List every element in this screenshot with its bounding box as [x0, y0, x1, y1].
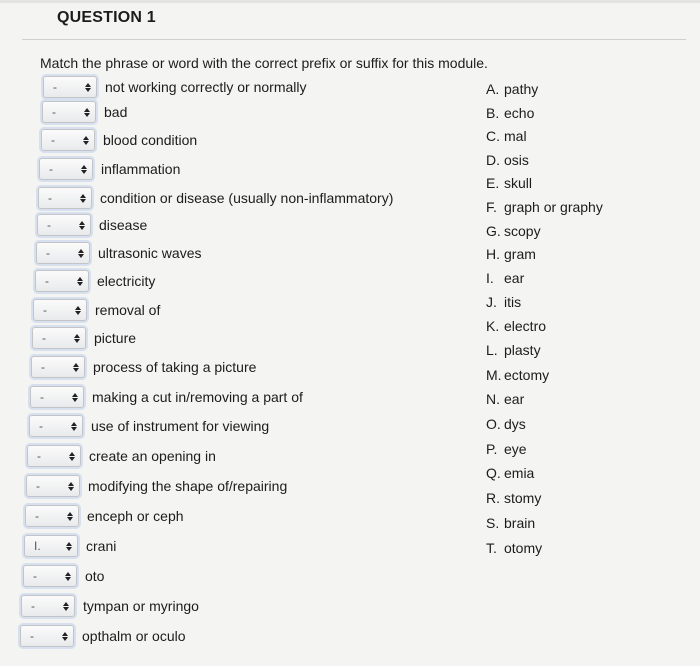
- answer-select[interactable]: [32, 327, 86, 349]
- updown-arrows-icon: [73, 363, 79, 372]
- choice-text: otomy: [504, 540, 543, 556]
- match-row: [21, 594, 199, 618]
- choice-item: [486, 441, 527, 457]
- choice-text: osis: [504, 152, 529, 168]
- choice-letter: L.: [486, 342, 498, 358]
- choice-letter: R.: [486, 490, 500, 506]
- answer-select-value: -: [39, 419, 43, 433]
- choice-letter: T.: [486, 540, 497, 556]
- match-row: [33, 298, 160, 322]
- answer-select[interactable]: [36, 242, 90, 264]
- match-phrase: use of instrument for viewing: [91, 418, 270, 434]
- match-row: [27, 444, 216, 468]
- choice-item: [486, 416, 526, 432]
- answer-select-value: -: [43, 303, 47, 317]
- answer-select[interactable]: [38, 187, 92, 209]
- choice-letter: N.: [486, 391, 500, 407]
- choice-item: [486, 128, 527, 144]
- choice-item: [486, 152, 529, 168]
- choice-item: [486, 342, 541, 358]
- match-row: [25, 504, 184, 528]
- answer-select-value: -: [37, 449, 41, 463]
- match-phrase: disease: [99, 217, 148, 233]
- choice-item: [486, 515, 535, 531]
- choice-item: [486, 223, 541, 239]
- match-row: [39, 157, 180, 181]
- answer-select[interactable]: [25, 505, 79, 527]
- updown-arrows-icon: [66, 542, 72, 551]
- match-row: [36, 241, 202, 265]
- match-row: [42, 100, 127, 124]
- choice-letter: E.: [486, 175, 500, 191]
- match-row: [30, 385, 303, 409]
- choice-letter: F.: [486, 199, 497, 215]
- match-row: [26, 474, 287, 498]
- answer-select[interactable]: [20, 625, 74, 647]
- choice-text: dys: [504, 416, 526, 432]
- answer-select-value: -: [46, 246, 50, 260]
- choice-text: itis: [504, 294, 522, 310]
- answer-select[interactable]: [33, 299, 87, 321]
- match-phrase: enceph or ceph: [87, 508, 184, 524]
- choice-letter: B.: [486, 105, 500, 121]
- match-phrase: electricity: [97, 273, 156, 289]
- updown-arrows-icon: [80, 194, 86, 203]
- match-row: [31, 355, 256, 379]
- match-row: [43, 75, 307, 99]
- match-phrase: modifying the shape of/repairing: [88, 478, 288, 494]
- question-instructions: Match the phrase or word with the correct prefix or suffix for this module.: [40, 55, 488, 71]
- choice-letter: I.: [486, 270, 494, 286]
- answer-select-value: -: [49, 162, 53, 176]
- choice-item: [486, 199, 603, 215]
- updown-arrows-icon: [65, 572, 71, 581]
- choice-item: [486, 367, 549, 383]
- choice-text: ear: [504, 391, 525, 407]
- updown-arrows-icon: [83, 136, 89, 145]
- choice-item: [486, 175, 532, 191]
- answer-select-value: -: [42, 331, 46, 345]
- answer-select-value: -: [41, 360, 45, 374]
- choice-item: [486, 391, 524, 407]
- choice-letter: P.: [486, 441, 498, 457]
- choice-text: stomy: [504, 490, 542, 506]
- choice-text: emia: [504, 465, 535, 481]
- answer-select[interactable]: [29, 415, 83, 437]
- updown-arrows-icon: [75, 306, 81, 315]
- choice-letter: J.: [486, 294, 497, 310]
- updown-arrows-icon: [79, 221, 85, 230]
- choice-letter: K.: [486, 318, 500, 334]
- updown-arrows-icon: [74, 334, 80, 343]
- choice-text: pathy: [504, 81, 539, 97]
- choice-letter: M.: [486, 367, 502, 383]
- match-phrase: condition or disease (usually non-inflammatory): [100, 190, 394, 206]
- match-row: [37, 213, 147, 237]
- updown-arrows-icon: [84, 108, 90, 117]
- match-phrase: blood condition: [103, 132, 198, 148]
- updown-arrows-icon: [63, 602, 69, 611]
- choice-item: [486, 246, 536, 262]
- match-phrase: oto: [85, 568, 105, 584]
- updown-arrows-icon: [72, 393, 78, 402]
- choice-text: skull: [504, 175, 533, 191]
- answer-select-value: -: [45, 274, 49, 288]
- answer-select-value: -: [30, 629, 34, 643]
- match-phrase: removal of: [95, 302, 161, 318]
- answer-select[interactable]: [27, 445, 81, 467]
- choice-text: eye: [504, 441, 527, 457]
- updown-arrows-icon: [77, 277, 83, 286]
- choice-letter: A.: [486, 81, 500, 97]
- choice-item: [486, 81, 538, 97]
- choice-letter: S.: [486, 515, 500, 531]
- answer-select-value: I.: [34, 539, 41, 553]
- answer-select-value: -: [48, 191, 52, 205]
- match-row: [38, 186, 393, 210]
- choice-letter: D.: [486, 152, 500, 168]
- updown-arrows-icon: [69, 452, 75, 461]
- updown-arrows-icon: [71, 422, 77, 431]
- match-phrase: ultrasonic waves: [98, 245, 202, 261]
- choice-item: [486, 540, 542, 556]
- match-phrase: making a cut in/removing a part of: [92, 389, 303, 405]
- answer-select[interactable]: [26, 475, 80, 497]
- choice-letter: O.: [486, 416, 501, 432]
- answer-select[interactable]: [30, 386, 84, 408]
- answer-select[interactable]: [35, 270, 89, 292]
- match-row: [41, 128, 197, 152]
- answer-select-value: -: [40, 390, 44, 404]
- match-row: [24, 534, 116, 558]
- answer-select[interactable]: [42, 101, 96, 123]
- match-phrase: not working correctly or normally: [105, 79, 307, 95]
- header-divider: [22, 39, 686, 40]
- match-phrase: crani: [86, 538, 117, 554]
- choice-item: [486, 490, 541, 506]
- answer-select-value: -: [35, 509, 39, 523]
- choice-letter: G.: [486, 223, 501, 239]
- choice-item: [486, 318, 546, 334]
- match-phrase: picture: [94, 330, 137, 346]
- updown-arrows-icon: [68, 482, 74, 491]
- choice-text: plasty: [504, 342, 541, 358]
- match-row: [32, 326, 136, 350]
- answer-select-value: -: [33, 569, 37, 583]
- choice-text: graph or graphy: [504, 199, 603, 215]
- choice-letter: Q.: [486, 465, 501, 481]
- updown-arrows-icon: [62, 632, 68, 641]
- answer-select[interactable]: [41, 129, 95, 151]
- answer-select-value: -: [47, 218, 51, 232]
- choice-item: [486, 294, 521, 310]
- choice-letter: H.: [486, 246, 500, 262]
- updown-arrows-icon: [78, 249, 84, 258]
- choice-text: gram: [504, 246, 536, 262]
- choice-text: electro: [504, 318, 547, 334]
- choice-text: brain: [504, 515, 536, 531]
- choice-letter: C.: [486, 128, 500, 144]
- match-row: [29, 414, 269, 438]
- choice-text: ectomy: [504, 367, 550, 383]
- updown-arrows-icon: [81, 165, 87, 174]
- choice-text: mal: [504, 128, 527, 144]
- answer-select[interactable]: [31, 356, 85, 378]
- choice-item: [486, 270, 524, 286]
- match-phrase: inflammation: [101, 161, 181, 177]
- answer-select[interactable]: [37, 214, 91, 236]
- question-header: QUESTION 1: [57, 9, 156, 26]
- choice-item: [486, 465, 534, 481]
- answer-select[interactable]: [39, 158, 93, 180]
- updown-arrows-icon: [85, 83, 91, 92]
- match-row: [35, 269, 155, 293]
- match-row: [23, 564, 104, 588]
- answer-select[interactable]: [24, 535, 78, 557]
- match-row: [20, 624, 186, 648]
- answer-select-value: -: [53, 80, 57, 94]
- match-phrase: bad: [104, 104, 128, 120]
- updown-arrows-icon: [67, 512, 73, 521]
- match-phrase: tympan or myringo: [83, 598, 199, 614]
- answer-select[interactable]: [43, 76, 97, 98]
- top-border: [0, 0, 700, 3]
- answer-select[interactable]: [23, 565, 77, 587]
- choice-text: echo: [504, 105, 535, 121]
- match-phrase: process of taking a picture: [93, 359, 257, 375]
- choice-text: ear: [504, 270, 525, 286]
- answer-select-value: -: [36, 479, 40, 493]
- answer-select-value: -: [52, 105, 56, 119]
- choice-item: [486, 105, 534, 121]
- match-phrase: create an opening in: [89, 448, 216, 464]
- answer-select-value: -: [31, 599, 35, 613]
- answer-select[interactable]: [21, 595, 75, 617]
- match-phrase: opthalm or oculo: [82, 628, 186, 644]
- answer-select-value: -: [51, 133, 55, 147]
- choice-text: scopy: [504, 223, 541, 239]
